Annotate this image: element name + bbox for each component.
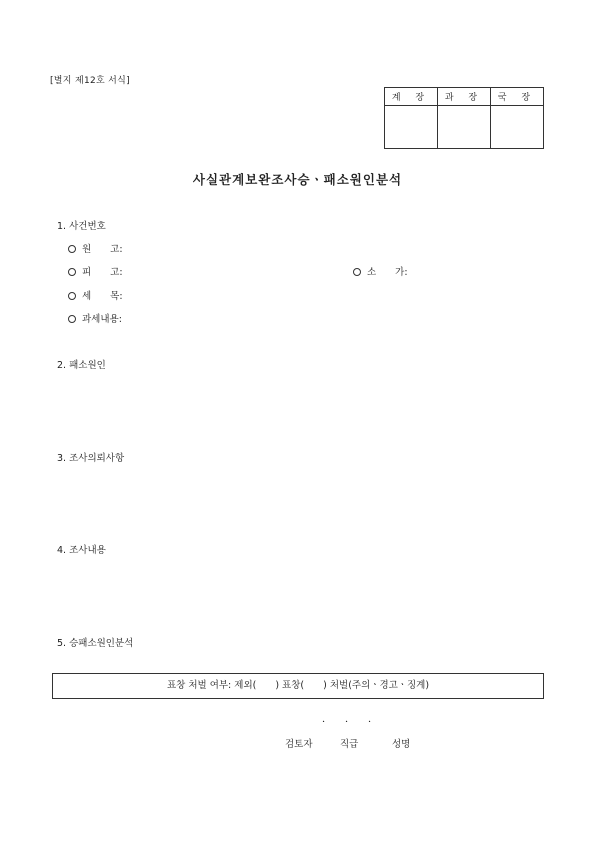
item-tax-content <box>68 311 122 325</box>
approval-sign-section-chief[interactable] <box>385 106 438 149</box>
approval-header-section-chief: 계 장 <box>385 88 438 106</box>
circle-bullet-icon <box>68 315 76 323</box>
circle-bullet-icon <box>353 268 361 276</box>
approval-header-director: 국 장 <box>491 88 544 106</box>
circle-bullet-icon <box>68 292 76 300</box>
item-tax-item <box>68 288 123 302</box>
approval-table <box>384 87 544 149</box>
item-tax-content-label: 과세내용: <box>82 314 122 325</box>
form-code: [별지 제12호 서식] <box>50 76 130 86</box>
disciplinary-text: 표창 처벌 여부: 제외( ) 표창( ) 처벌(주의ㆍ경고ㆍ징계) <box>166 680 430 691</box>
section-investigation-request: 3. 조사의뢰사항 <box>57 453 125 464</box>
item-defendant-label: 피 고: <box>82 267 123 278</box>
page-title: 사실관계보완조사승ㆍ패소원인분석 <box>192 172 403 187</box>
item-plaintiff <box>68 241 123 255</box>
item-value-of-suit-label: 소 가: <box>367 267 408 278</box>
approval-sign-division-chief[interactable] <box>438 106 491 149</box>
circle-bullet-icon <box>68 245 76 253</box>
item-plaintiff-label: 원 고: <box>82 244 123 255</box>
date-separator-year: ． <box>322 714 332 725</box>
approval-sign-director[interactable] <box>491 106 544 149</box>
date-separator-day: ． <box>368 714 378 725</box>
item-defendant <box>68 264 123 278</box>
signature-reviewer-label: 검토자 <box>285 739 313 750</box>
section-win-loss-analysis: 5. 승패소원인분석 <box>57 638 134 649</box>
section-case-number: 1. 사건번호 <box>57 221 106 232</box>
item-value-of-suit <box>353 264 408 278</box>
approval-header-division-chief: 과 장 <box>438 88 491 106</box>
section-loss-cause: 2. 패소원인 <box>57 360 106 371</box>
signature-name-label: 성명 <box>392 739 411 750</box>
disciplinary-box[interactable] <box>52 673 544 699</box>
signature-rank-label: 직급 <box>340 739 359 750</box>
date-separator-month: ． <box>345 714 355 725</box>
circle-bullet-icon <box>68 268 76 276</box>
section-investigation-content: 4. 조사내용 <box>57 545 106 556</box>
item-tax-item-label: 세 목: <box>82 291 123 302</box>
